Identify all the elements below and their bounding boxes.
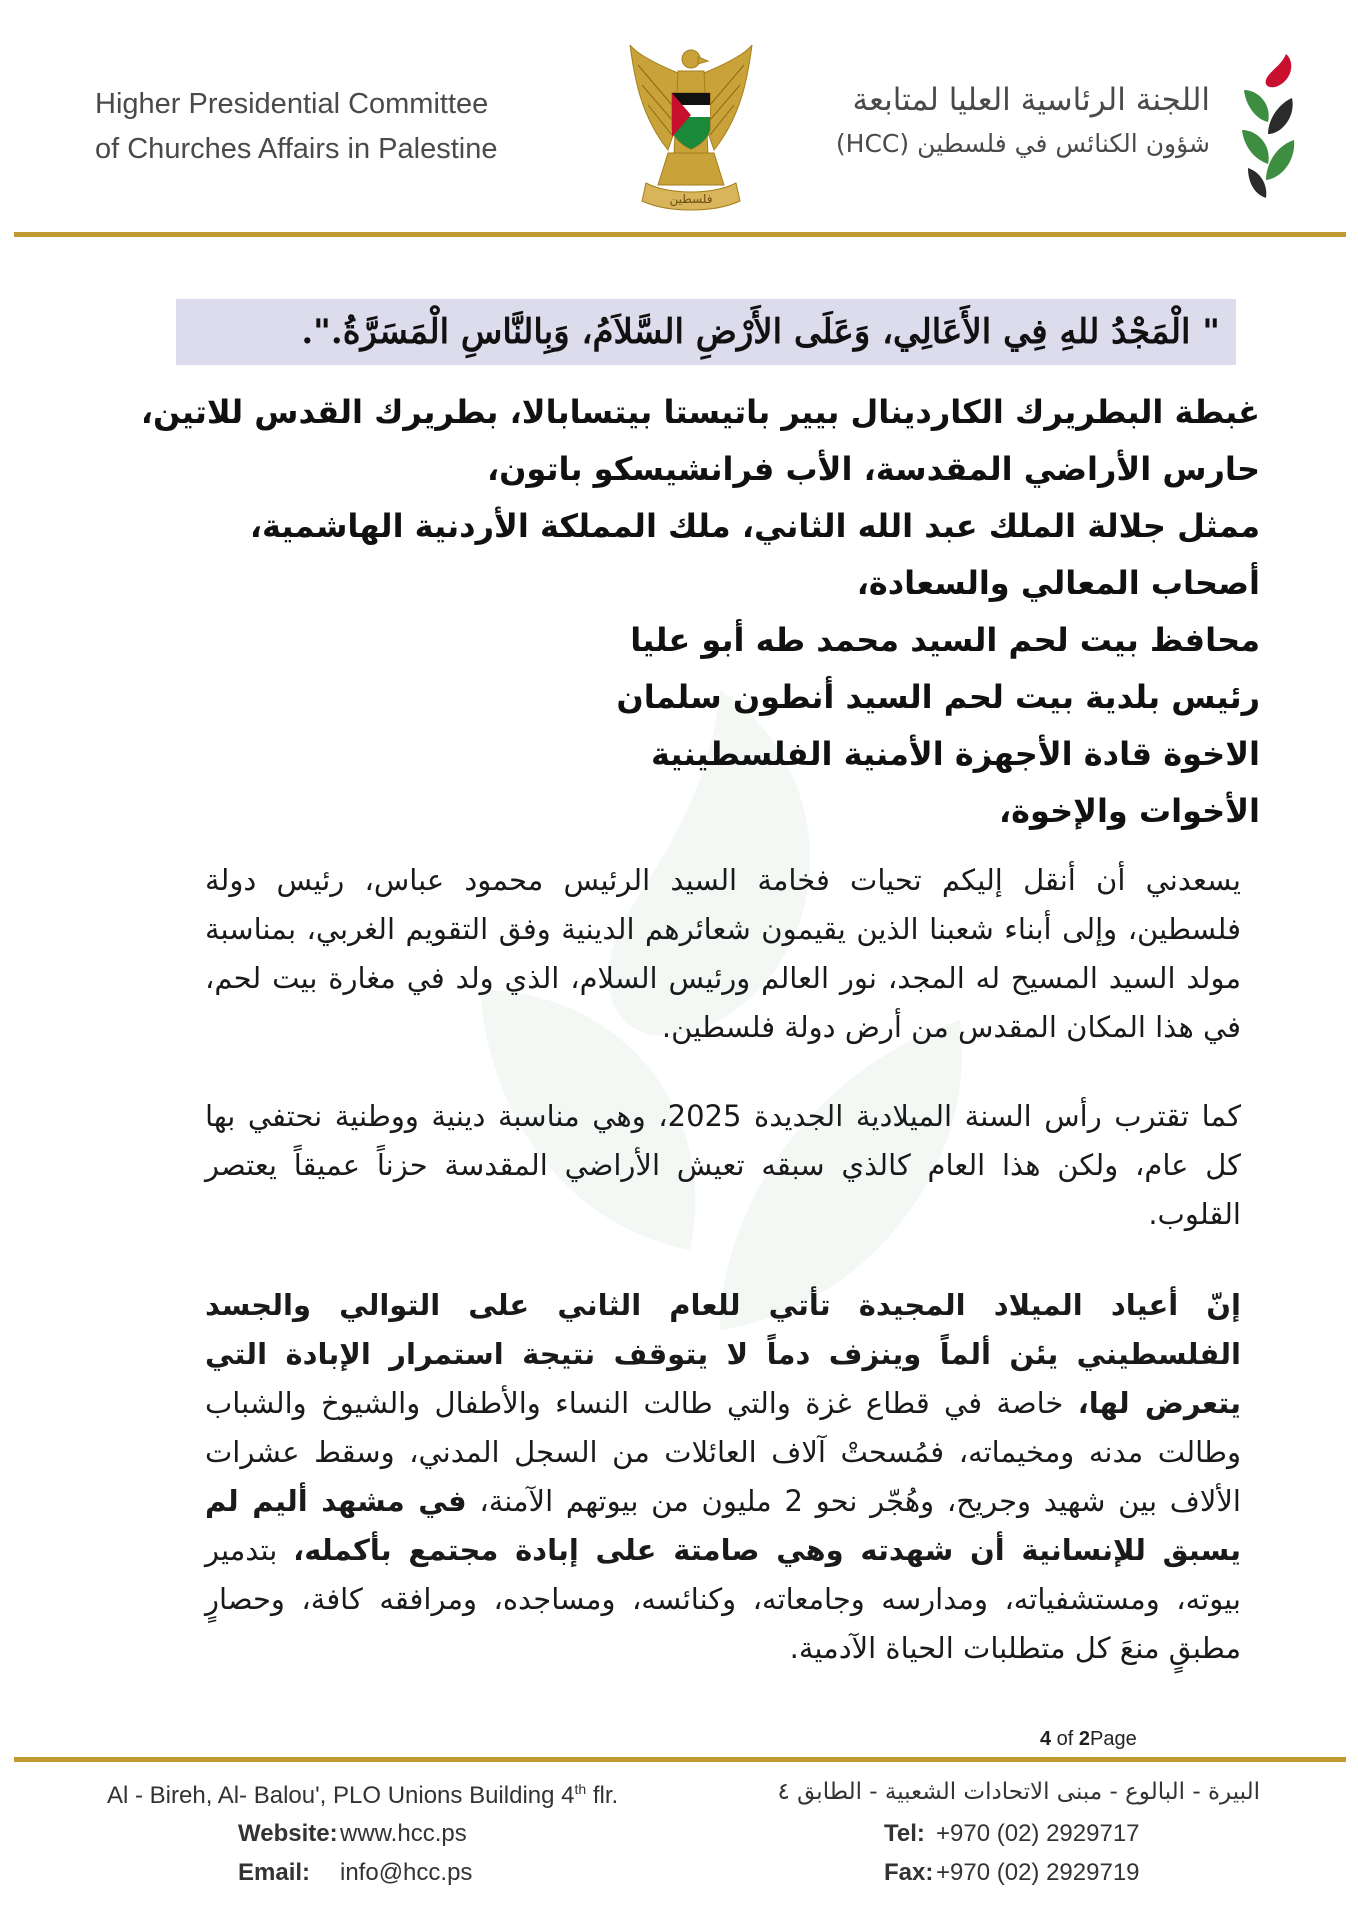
header-divider	[14, 232, 1346, 237]
paragraph-presidential-greetings: يسعدني أن أنقل إليكم تحيات فخامة السيد الرئيس محمود عباس، رئيس دولة فلسطين، وإلى أبناء شعبنا الذين يقيمون شعائرهم الدينية وفق التقويم الغربي، بمناسبة مولد السيد المسيح له المجد، نور العالم ورئيس السلام، الذي ولد في مغارة بيت لحم، في هذا المكان المقدس من أرض دولة فلسطين.	[205, 863, 1241, 1044]
org-name-ar-line1: اللجنة الرئاسية العليا لمتابعة	[852, 82, 1210, 118]
footer-address-en	[107, 1781, 618, 1810]
fax-label: Fax:	[884, 1859, 934, 1886]
page-number	[1040, 1728, 1137, 1751]
org-name-en-line1: Higher Presidential Committee	[95, 88, 489, 120]
email-label: Email:	[238, 1859, 311, 1886]
greeting-line: محافظ بيت لحم السيد محمد طه أبو عليا	[630, 621, 1260, 659]
paragraph-gaza-bold-1: إنّ أعياد الميلاد المجيدة تأتي للعام الثاني على التوالي والجسد الفلسطيني يئن ألماً وينزف دماً لا يتوقف نتيجة استمرار الإبادة التي يتعرض لها،	[205, 1288, 1241, 1420]
paragraph-gaza-text-2: بتدمير بيوته، ومستشفياته، ومدارسه وجامعاته، وكنائسه، ومساجده، ومرافقه كافة، وحصارٍ مطبقٍ منعَ كل متطلبات الحياة الآدمية.	[205, 1533, 1241, 1665]
greeting-line: رئيس بلدية بيت لحم السيد أنطون سلمان	[616, 678, 1260, 716]
org-name-ar-line2: شؤون الكنائس في فلسطين (HCC)	[835, 129, 1210, 158]
greeting-line: الاخوة قادة الأجهزة الأمنية الفلسطينية	[651, 735, 1260, 773]
page-of: of	[1051, 1728, 1079, 1750]
paragraph-gaza-bold-2: في مشهد أليم لم يسبق للإنسانية أن شهدته وهي صامتة على إبادة مجتمع بأكمله،	[205, 1484, 1241, 1567]
footer-address-ar: البيرة - البالوع - مبنى الاتحادات الشعبية - الطابق ٤	[777, 1779, 1260, 1805]
fax-value: +970 (02) 2929719	[936, 1859, 1140, 1886]
paragraph-gaza-text-1: خاصة في قطاع غزة والتي طالت النساء والأطفال والشيوخ والشباب وطالت مدنه ومخيماته، فمُسحتْ آلاف العائلات من السجل المدني، وسقط عشرات الألاف بين شهيد وجريح، وهُجّر نحو 2 مليون من بيوتهم الآمنة،	[205, 1386, 1241, 1518]
org-name-en-line2: of Churches Affairs in Palestine	[95, 133, 498, 165]
greeting-line: غبطة البطريرك الكاردينال بيير باتيستا بيتسابالا، بطريرك القدس للاتين،	[140, 393, 1260, 431]
footer-address-en-sup: th	[574, 1781, 587, 1797]
greetings-list	[140, 384, 1260, 840]
tel-value: +970 (02) 2929717	[936, 1820, 1140, 1847]
greeting-line: حارس الأراضي المقدسة، الأب فرانشيسكو باتون،	[486, 450, 1260, 488]
palestine-eagle-emblem-icon	[628, 45, 754, 215]
email-link[interactable]: info@hcc.ps	[340, 1859, 473, 1886]
page-total: 2	[1078, 1728, 1091, 1750]
footer-fax	[884, 1859, 1140, 1887]
emblem-ribbon-text: فلسطين	[669, 192, 713, 206]
footer-address-en-text: Al - Bireh, Al- Balou', PLO Unions Building 4	[107, 1782, 575, 1809]
org-name-en	[95, 82, 565, 172]
page-current: 4	[1040, 1728, 1052, 1750]
hcc-logo-icon	[1238, 50, 1298, 200]
greeting-line: ممثل جلالة الملك عبد الله الثاني، ملك المملكة الأردنية الهاشمية،	[249, 507, 1260, 545]
footer-tel	[884, 1820, 1140, 1848]
page-label: Page	[1090, 1728, 1137, 1750]
org-name-ar	[815, 76, 1210, 164]
website-label: Website:	[238, 1820, 338, 1847]
scripture-verse: " الْمَجْدُ للهِ فِي الأَعَالِي، وَعَلَى الأَرْضِ السَّلاَمُ، وَبِالنَّاسِ الْمَسَرَّةُ.".	[176, 299, 1236, 365]
greeting-line: الأخوات والإخوة،	[998, 792, 1260, 830]
footer-website	[238, 1820, 467, 1848]
footer-address-en-end: flr.	[586, 1782, 619, 1809]
footer-email	[238, 1859, 472, 1887]
paragraph-gaza	[205, 1281, 1241, 1673]
greeting-line: أصحاب المعالي والسعادة،	[856, 564, 1260, 602]
paragraph-new-year: كما تقترب رأس السنة الميلادية الجديدة 2025، وهي مناسبة دينية ووطنية نحتفي بها كل عام، ولكن هذا العام كالذي سبقه تعيش الأراضي المقدسة حزناً عميقاً يعتصر القلوب.	[205, 1099, 1241, 1231]
website-link[interactable]: www.hcc.ps	[340, 1820, 467, 1847]
tel-label: Tel:	[884, 1820, 925, 1847]
footer-divider	[14, 1757, 1346, 1762]
